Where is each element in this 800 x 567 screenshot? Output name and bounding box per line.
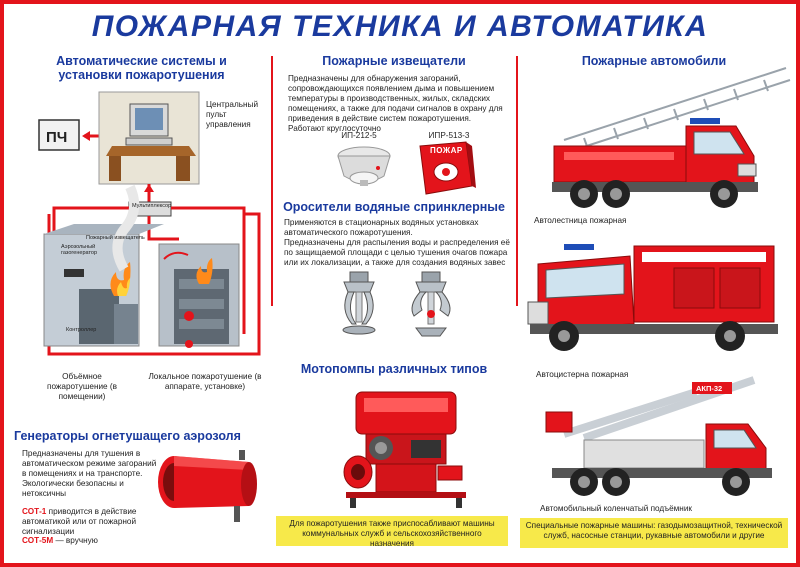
volume-caption: Объёмное пожаротушение (в помещении) [47,372,117,401]
local-caption: Локальное пожаротушение (в аппарате, установке) [148,372,262,391]
sot1-code: СОТ-1 [22,507,47,516]
sprinklers-heading: Оросители водяные спринклерные [283,200,505,214]
sprinkler-image-1 [334,270,384,342]
sprinklers-description-1: Применяются в стационарных водяных установках автоматического пожаротушения. [284,218,479,237]
ladder-truck-caption: Автолестница пожарная [534,216,627,225]
aerosol-generator-label: Аэрозольный газогенератор [61,244,98,256]
pumps-note: Для пожаротушения также приспосабливают машины коммунальных служб и сельскохозяйственного назначения [276,516,508,546]
detectors-description: Предназначены для обнаружения загораний, сопровождающихся появлением дыма и повышением температуры в производственных, жилых, складских помещениях, а также для подачи сигналов в охрану для приведения в действие систем пожаротушения. Работают круглосуточно [288,74,503,133]
aerosol-generator-icon [64,269,84,277]
central-panel-label: Центральный пульт управления [206,100,259,129]
multiplexer-label: Мультиплексор [132,203,172,209]
sprinkler-image-2 [404,270,458,342]
detector-model-1: ИП-212-5 [341,131,377,140]
page-title: ПОЖАРНАЯ ТЕХНИКА И АВТОМАТИКА [91,10,709,43]
trucks-heading: Пожарные автомобили [581,54,727,68]
lift-code-label: АКП-32 [696,384,723,393]
sot1-text: приводится в действие автоматикой или от пожарной сигнализации [22,507,137,536]
lift-truck-caption: Автомобильный коленчатый подъёмник [540,504,692,513]
controller-label: Контроллер [66,327,97,333]
pumps-heading: Мотопомпы различных типов [300,362,488,376]
trucks-note: Специальные пожарные машины: газодымозащитной, технической служб, насосные станции, рукавные автомобили и другие [520,518,788,548]
aerosol-heading: Генераторы огнетушащего аэрозоля [14,429,241,443]
tanker-truck-caption: Автоцистерна пожарная [536,370,629,379]
detector-model-2: ИПР-513-3 [428,131,470,140]
fire-button-label: ПОЖАР [430,146,463,155]
aerosol-sot5m [22,536,157,546]
fire-detector-label: Пожарный извещатель [86,235,145,241]
tanker-truck-image [524,232,796,362]
motor-pump-image [336,382,476,512]
sot5m-code: СОТ-5М [22,536,54,545]
smoke-detector-image [334,142,394,198]
auto-systems-heading: Автоматические системы и установки пожаротушения [56,54,227,82]
sprinklers-description-2: Предназначены для распыления воды и распределения её по защищаемой площади с целью тушения очагов пожара или их локализации, а также для создания водяных завес [284,238,510,267]
column-divider-right [516,56,518,306]
aerosol-description: Предназначены для тушения в автоматическом режиме загораний в помещениях и на транспорте. Экологически безопасны и нетоксичны [22,449,157,498]
ladder-truck-image [524,60,796,218]
aerosol-sot1 [22,507,157,537]
aerosol-generator-image [154,444,272,524]
column-divider-left [271,56,273,306]
lift-truck-image [524,374,796,504]
pch-label: ПЧ [46,129,68,146]
detectors-heading: Пожарные извещатели [322,54,466,68]
sot5m-text: — вручную [53,536,98,545]
